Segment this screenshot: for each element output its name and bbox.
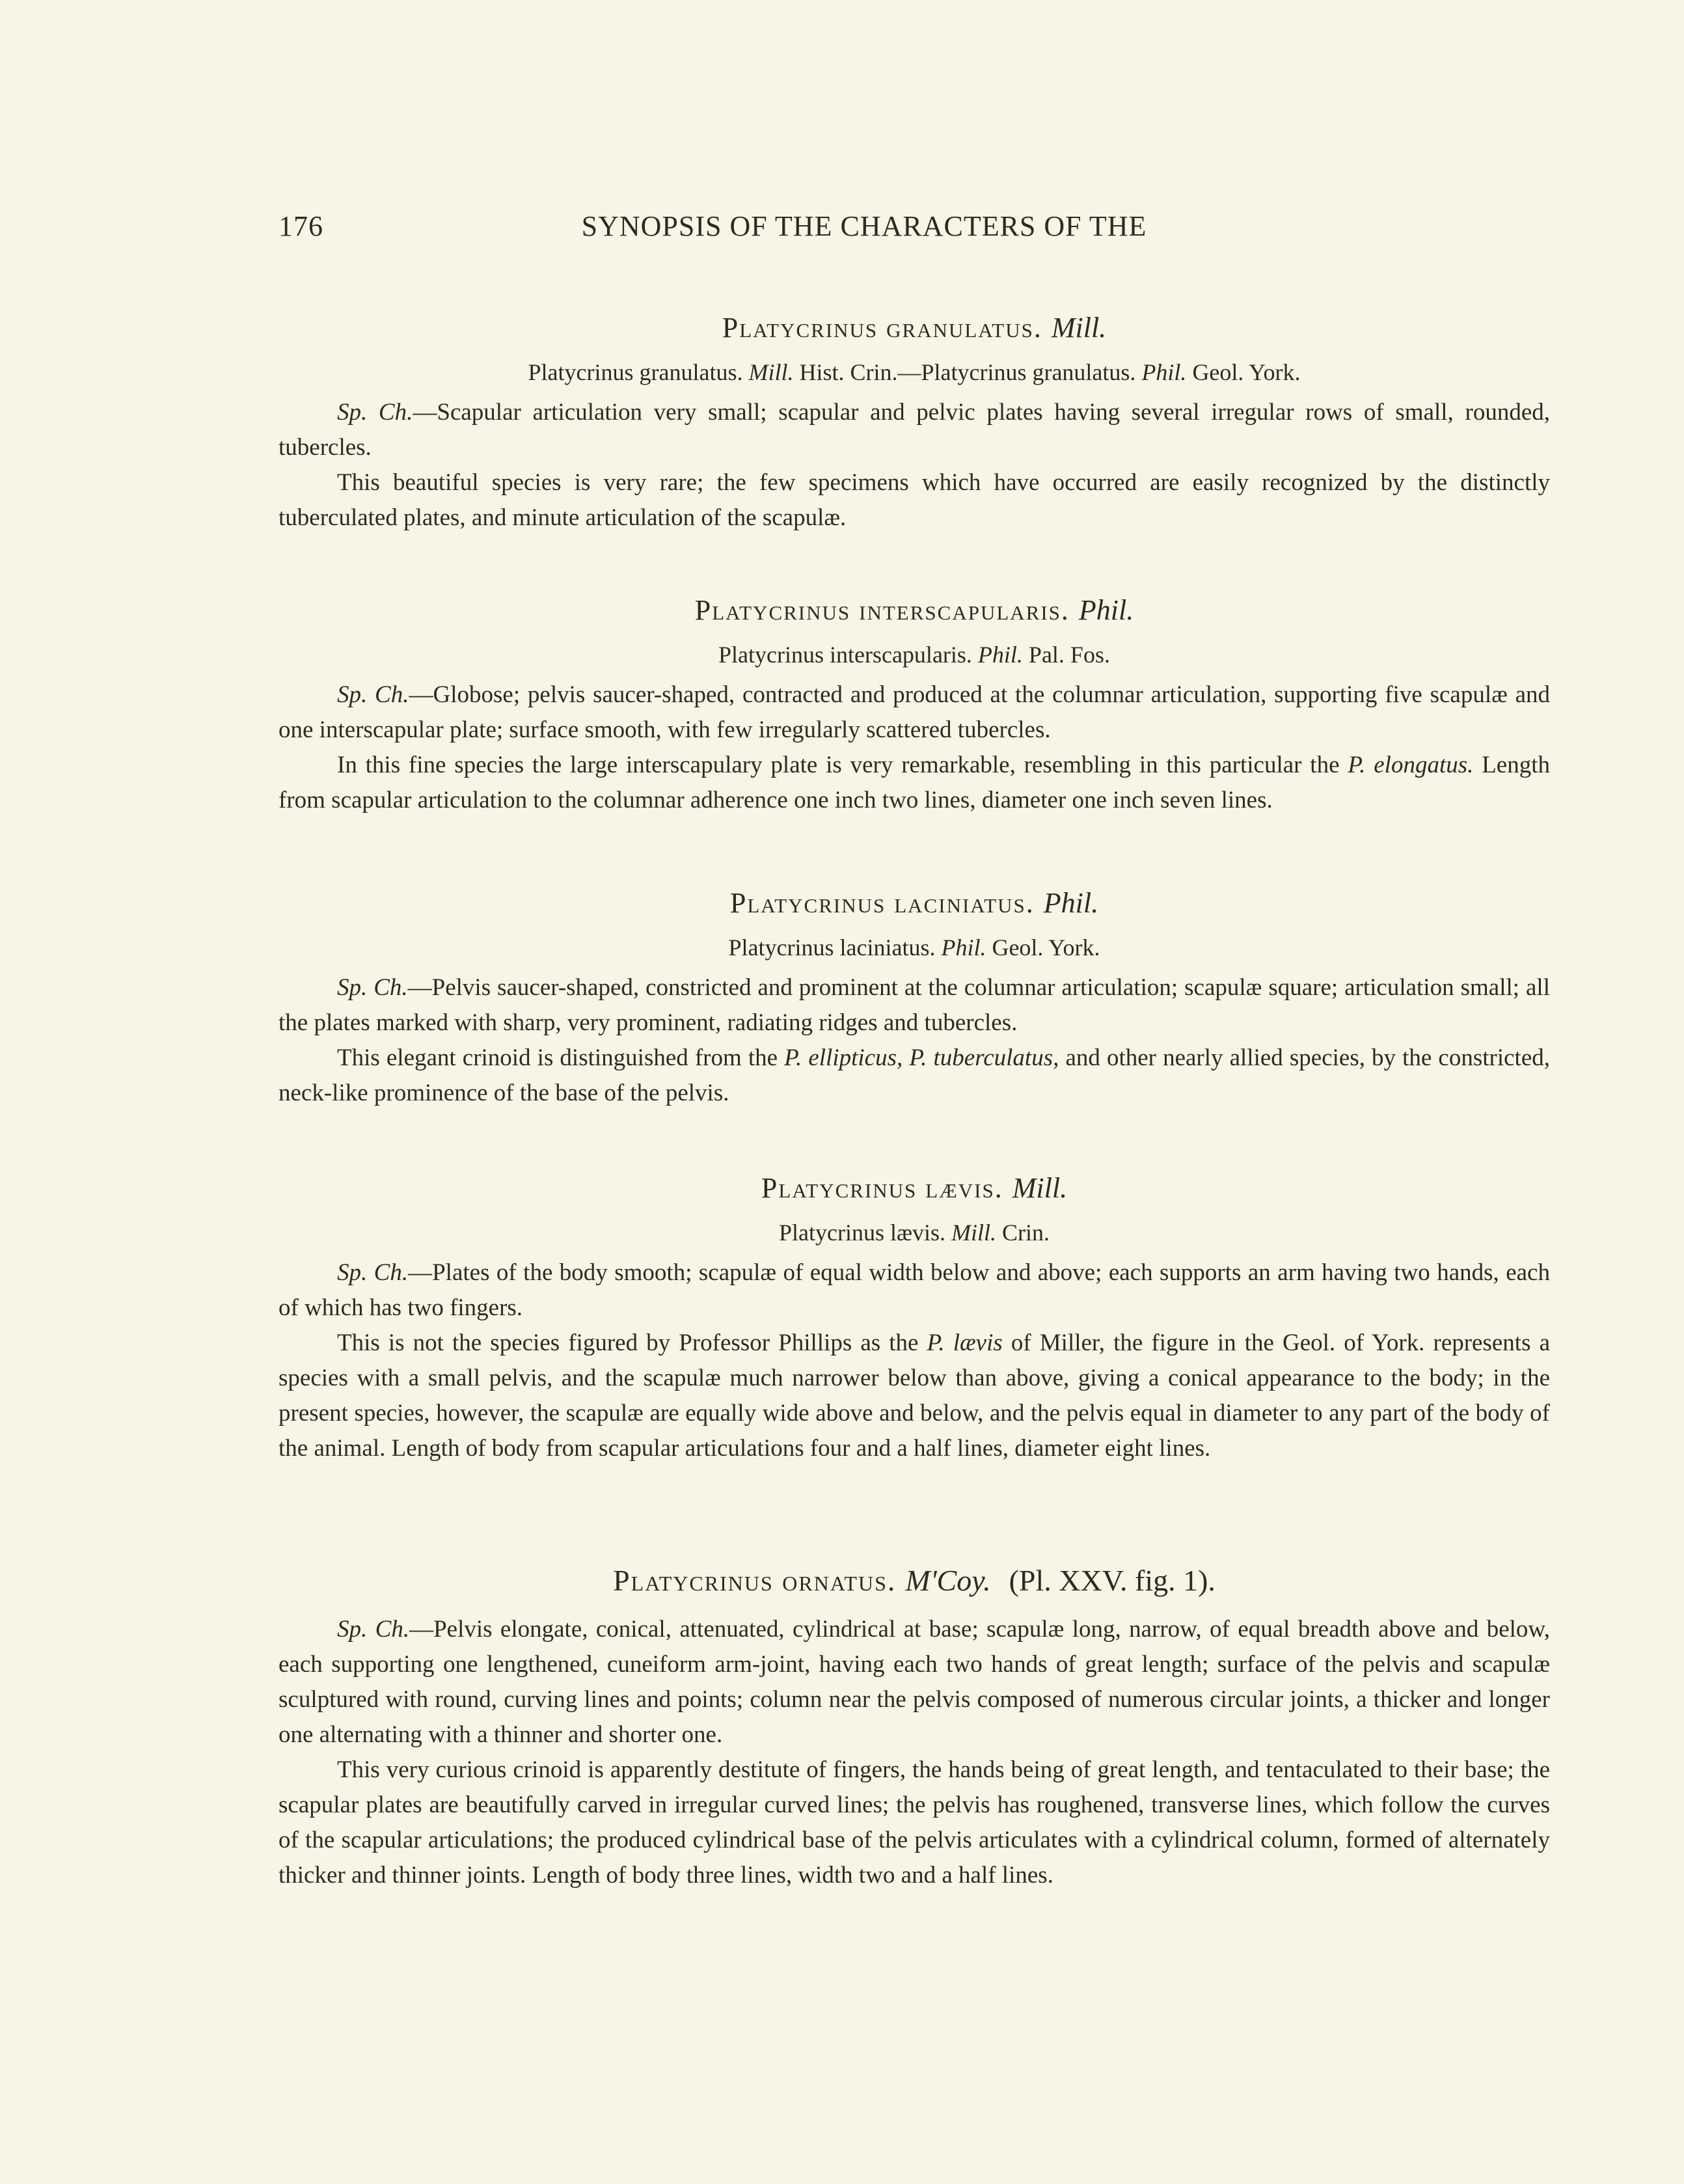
- specific-characters: [278, 1255, 1550, 1326]
- species-entry-laevis: [278, 1171, 1550, 1466]
- species-reference: P. ellipticus, P. tuberculatus,: [784, 1044, 1059, 1071]
- species-entry-laciniatus: [278, 886, 1550, 1111]
- species-name: Platycrinus ornatus.: [613, 1564, 897, 1597]
- remarks-paragraph: [278, 1326, 1550, 1466]
- sp-ch-text: —Globose; pelvis saucer-shaped, contracted and produced at the columnar articulation, supporting five scapulæ and one interscapular plate; surface smooth, with few irregularly scattered tubercles.: [278, 681, 1551, 743]
- remarks-paragraph: This very curious crinoid is apparently destitute of fingers, the hands being of great length, and tentaculated to their base; the scapular plates are beautifully carved in irregular curved lines; the pelvis has roughened, transverse lines, which follow the curves of the scapular articulations; the produced cylindrical base of the pelvis articulates with a cylindrical column, formed of alternately thicker and thinner joints. Length of body three lines, width two and a half lines.: [278, 1756, 1550, 1889]
- remarks-text: Length from scapular articulation to the columnar adherence one inch two lines, diameter one inch seven lines.: [278, 752, 1551, 813]
- species-author: M'Coy.: [905, 1564, 991, 1597]
- remarks-text: and other nearly allied species, by the constricted, neck-like prominence of the base of the pelvis.: [278, 1044, 1551, 1106]
- species-author: Mill.: [1051, 312, 1107, 344]
- species-author: Phil.: [1043, 887, 1099, 919]
- synonym-text: Geol. York.: [1192, 359, 1301, 385]
- remarks-paragraph: This beautiful species is very rare; the few specimens which have occurred are easily recognized by the distinctly tuberculated plates, and minute articulation of the scapulæ.: [278, 469, 1550, 531]
- plate-reference: (Pl. XXV. fig. 1).: [1009, 1564, 1215, 1597]
- synonym-author: Phil.: [1141, 359, 1187, 385]
- specific-characters: [278, 970, 1550, 1041]
- species-reference: P. elongatus.: [1348, 752, 1474, 778]
- species-heading: [278, 886, 1550, 920]
- synonym-text: Geol. York.: [992, 935, 1100, 961]
- species-name: Platycrinus interscapularis.: [694, 594, 1070, 626]
- species-entry-interscapularis: [278, 594, 1550, 818]
- species-heading: [278, 1171, 1550, 1205]
- synonymy-line: [278, 1219, 1550, 1246]
- synonym-text: Pal. Fos.: [1028, 642, 1110, 668]
- synonymy-line: [278, 359, 1550, 386]
- synonym-text: Crin.: [1002, 1220, 1050, 1246]
- synonym-text: Platycrinus granulatus.: [528, 359, 743, 385]
- running-title: SYNOPSIS OF THE CHARACTERS OF THE: [581, 210, 1147, 242]
- species-entry-ornatus: [278, 1563, 1550, 1893]
- remarks-paragraph: [278, 748, 1550, 818]
- remarks-text: This is not the species figured by Professor Phillips as the: [337, 1330, 919, 1356]
- sp-ch-text: —Pelvis elongate, conical, attenuated, cylindrical at base; scapulæ long, narrow, of equal breadth above and below, each supporting one lengthened, cuneiform arm-joint, having each two hands of great length; surface of the pelvis and scapulæ sculptured with round, curving lines and points; column near the pelvis composed of numerous circular joints, a thicker and longer one alternating with a thinner and shorter one.: [278, 1616, 1550, 1748]
- synonym-text: Platycrinus laciniatus.: [728, 935, 936, 961]
- sp-ch-text: —Scapular articulation very small; scapular and pelvic plates having several irregular rows of small, rounded, tubercles.: [278, 399, 1550, 461]
- species-author: Phil.: [1078, 594, 1134, 626]
- sp-ch-label: Sp. Ch.: [337, 974, 408, 1001]
- synonym-text: Hist. Crin.—Platycrinus granulatus.: [799, 359, 1136, 385]
- sp-ch-label: Sp. Ch.: [337, 681, 409, 708]
- remarks-text: of Miller, the figure in the Geol. of York. represents a species with a small pelvis, and the scapulæ much narrower below than above, giving a conical appearance to the body; in the present species, however, the scapulæ are equally wide above and below, and the pelvis equal in diameter to any part of the body of the animal. Length of body from scapular articulations four and a half lines, diameter eight lines.: [278, 1330, 1550, 1462]
- page-number: 176: [278, 210, 323, 242]
- sp-ch-label: Sp. Ch.: [337, 1616, 410, 1643]
- species-heading: [278, 1563, 1550, 1598]
- species-entry-granulatus: [278, 311, 1550, 536]
- synonym-author: Mill.: [748, 359, 794, 385]
- synonym-author: Mill.: [951, 1220, 996, 1246]
- sp-ch-label: Sp. Ch.: [337, 399, 413, 426]
- sp-ch-text: —Plates of the body smooth; scapulæ of equal width below and above; each supports an arm having two hands, each of which has two fingers.: [278, 1259, 1550, 1321]
- synonym-author: Phil.: [941, 935, 986, 961]
- synonym-text: Platycrinus lævis.: [778, 1220, 945, 1246]
- species-name: Platycrinus laciniatus.: [729, 887, 1035, 919]
- species-heading: [278, 311, 1550, 344]
- synonymy-line: [278, 641, 1550, 668]
- running-header: [278, 210, 1515, 249]
- remarks-paragraph: [278, 1041, 1550, 1111]
- synonymy-line: [278, 934, 1550, 961]
- species-name: Platycrinus granulatus.: [722, 312, 1042, 344]
- specific-characters: [278, 677, 1550, 748]
- species-author: Mill.: [1012, 1172, 1068, 1204]
- synonym-text: Platycrinus interscapularis.: [718, 642, 972, 668]
- synonym-author: Phil.: [977, 642, 1023, 668]
- remarks-text: In this fine species the large interscapulary plate is very remarkable, resembling in this particular the: [337, 752, 1340, 778]
- species-heading: [278, 594, 1550, 627]
- sp-ch-label: Sp. Ch.: [337, 1259, 409, 1286]
- specific-characters: [278, 395, 1550, 465]
- species-name: Platycrinus lævis.: [761, 1172, 1003, 1204]
- remarks-text: This elegant crinoid is distinguished from the: [337, 1044, 778, 1071]
- species-reference: P. lævis: [927, 1330, 1003, 1356]
- sp-ch-text: —Pelvis saucer-shaped, constricted and prominent at the columnar articulation; scapulæ square; articulation small; all the plates marked with sharp, very prominent, radiating ridges and tubercles.: [278, 974, 1550, 1036]
- specific-characters: [278, 1612, 1550, 1753]
